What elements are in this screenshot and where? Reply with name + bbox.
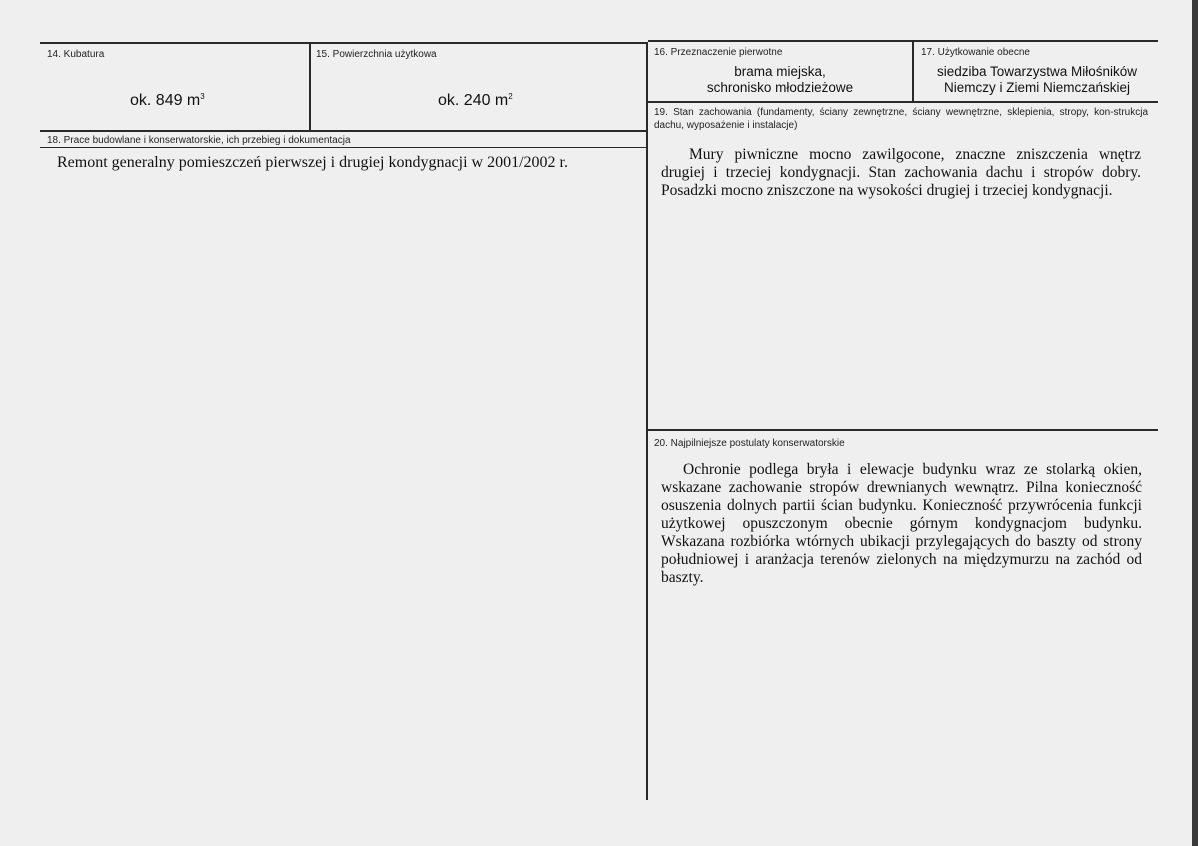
divider-under-16-17: [648, 101, 1158, 103]
field-17-line2: Niemczy i Ziemi Niemczańskiej: [943, 80, 1131, 95]
field-15-value-text: ok. 240 m: [438, 92, 509, 109]
field-20-label: 20. Najpilniejsze postulaty konserwatorskie: [654, 438, 845, 449]
divider-16-17: [912, 40, 914, 102]
field-16-label: 16. Przeznaczenie pierwotne: [654, 47, 783, 58]
field-14-value: [130, 93, 205, 109]
field-17-label: 17. Użytkowanie obecne: [921, 47, 1030, 58]
field-15-label: 15. Powierzchnia użytkowa: [316, 49, 437, 60]
divider-under-14-15: [40, 130, 647, 132]
field-14-unit-exponent: 3: [200, 92, 205, 101]
field-19-paragraph: Mury piwniczne mocno zawilgocone, znaczne zniszczenia wnętrz drugiej i trzeciej kondygnacji. Stan zachowania dachu i stropów dobry. Posadzki mocno zniszczone na wysokości drugiej i trzeciej kondygnacji.: [661, 146, 1141, 199]
field-16-value: [652, 64, 908, 96]
divider-top-left: [40, 42, 647, 44]
divider-center: [646, 42, 648, 800]
field-20-text: [661, 461, 1142, 587]
divider-top-right: [648, 40, 1158, 42]
field-20-paragraph: Ochronie podlega bryła i elewacje budynku wraz ze stolarką okien, wskazane zachowanie stropów drewnianych wewnątrz. Pilna konieczność osuszenia dolnych partii ścian budynku. Konieczność przywrócenia funkcji użytkowej opuszczonym obecnie górnym kondygnacjom budynku. Wskazana rozbiórka wtórnych ubikacji przylegających do baszty od strony południowej i aranżacja terenów zielonych na międzymurzu na zachód od baszty.: [661, 461, 1142, 586]
field-18-label: 18. Prace budowlane i konserwatorskie, ich przebieg i dokumentacja: [47, 135, 351, 146]
field-19-text: [661, 146, 1141, 200]
divider-under-label-18: [40, 147, 647, 148]
field-19-label: 19. Stan zachowania (fundamenty, ściany zewnętrzne, ściany wewnętrzne, sklepienia, stropy, kon-strukcja dachu, wyposażenie i instalacje): [654, 107, 1148, 131]
field-17-line1: siedziba Towarzystwa Miłośników: [936, 64, 1138, 79]
field-14-value-text: ok. 849 m: [130, 92, 201, 109]
field-15-value: [438, 93, 513, 109]
field-14-label: 14. Kubatura: [47, 49, 105, 60]
field-15-unit-exponent: 2: [508, 92, 513, 101]
field-17-value: [917, 64, 1157, 96]
divider-above-20: [648, 429, 1158, 431]
field-16-line2: schronisko młodzieżowe: [706, 80, 854, 95]
field-18-text: Remont generalny pomieszczeń pierwszej i drugiej kondygnacji w 2001/2002 r.: [57, 154, 568, 171]
scan-edge: [1192, 0, 1198, 846]
divider-14-15: [309, 42, 311, 130]
field-16-line1: brama miejska,: [734, 64, 826, 79]
